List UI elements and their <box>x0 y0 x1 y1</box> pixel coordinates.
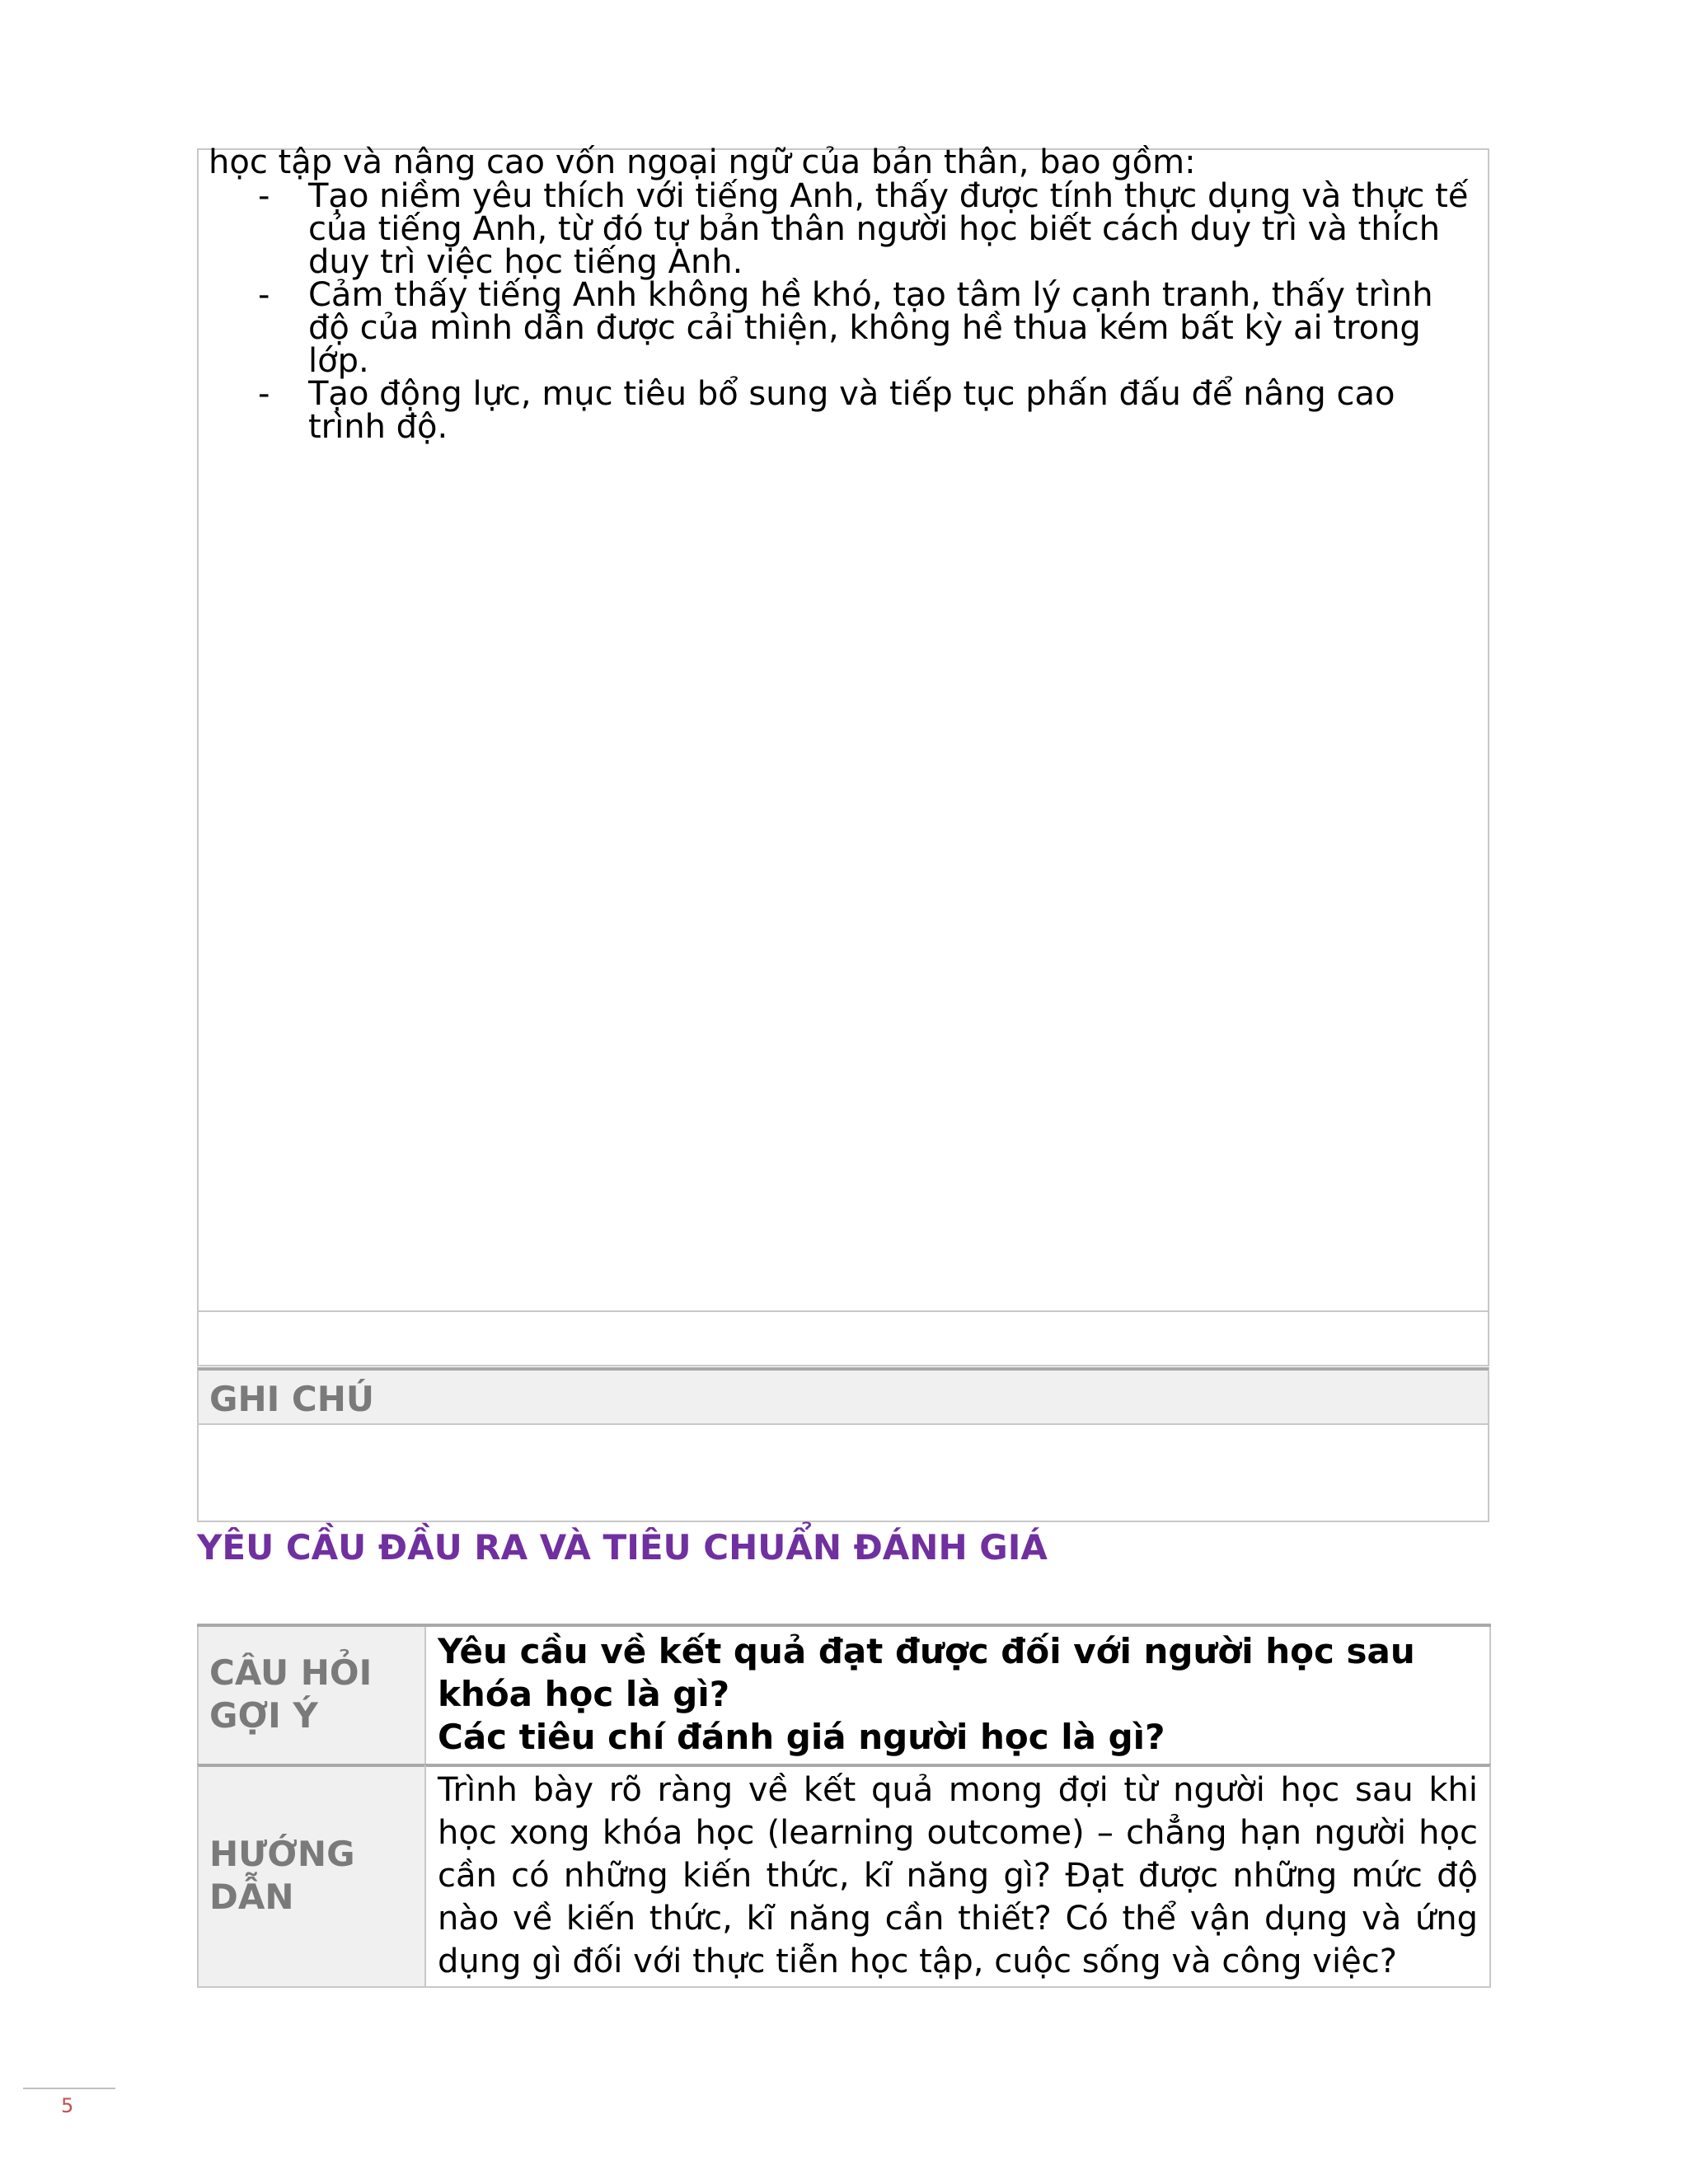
dash-bullet: - <box>258 177 270 215</box>
list-item <box>209 177 1478 281</box>
requirements-table <box>197 1624 1491 1988</box>
page-number: 5 <box>61 2094 74 2117</box>
table-cell-guide <box>424 1764 1491 1988</box>
intro-text: học tập và nâng cao vốn ngoại ngữ của bản thân, bao gồm: <box>209 143 1196 181</box>
table-cell-questions <box>424 1627 1491 1765</box>
table-row-label-guide <box>197 1764 426 1988</box>
dash-bullet: - <box>258 276 270 314</box>
section-title: YÊU CẦU ĐẦU RA VÀ TIÊU CHUẨN ĐÁNH GIÁ <box>197 1527 1048 1568</box>
question-text: Yêu cầu về kết quả đạt được đối với người học sau khóa học là gì? Các tiêu chí đánh giá người học là gì? <box>438 1631 1415 1757</box>
guide-text: Trình bày rõ ràng về kết quả mong đợi từ người học sau khi học xong khóa học (learning outcome) – chẳng hạn người học cần có những kiến thức, kĩ năng gì? Đạt được những mức độ nào về kiến thức, kĩ năng cần thiết? Có thể vận dụng và ứng dụng gì đối với thực tiễn học tập, cuộc sống và công việc? <box>438 1771 1478 1980</box>
notes-body <box>197 1425 1489 1522</box>
row-label: CÂU HỎI GỢI Ý <box>209 1652 373 1736</box>
notes-heading: GHI CHÚ <box>209 1379 374 1419</box>
bullet-text: Tạo động lực, mục tiêu bổ sung và tiếp tục phấn đấu để nâng cao trình độ. <box>308 375 1395 446</box>
notes-header <box>197 1367 1489 1425</box>
bullet-text: Tạo niềm yêu thích với tiếng Anh, thấy được tính thực dụng và thực tế của tiếng Anh, từ đó tự bản thân người học biết cách duy trì và thích duy trì việc học tiếng Anh. <box>308 177 1469 281</box>
list-item <box>209 276 1478 380</box>
dash-bullet: - <box>258 375 270 413</box>
list-item <box>209 375 1478 446</box>
table-row-label-questions <box>197 1627 426 1765</box>
empty-row <box>197 1310 1489 1366</box>
bullet-text: Cảm thấy tiếng Anh không hề khó, tạo tâm lý cạnh tranh, thấy trình độ của mình dần được cải thiện, không hề thua kém bất kỳ ai trong lớp. <box>308 276 1433 380</box>
bullet-list <box>209 177 1478 446</box>
footer-divider <box>23 2088 115 2089</box>
row-label: HƯỚNG DẪN <box>209 1834 355 1917</box>
